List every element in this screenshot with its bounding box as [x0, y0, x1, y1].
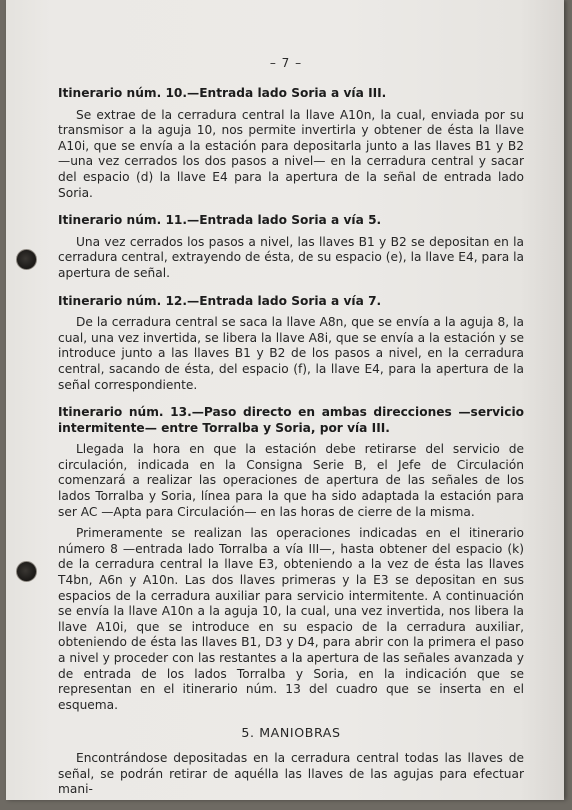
section-title-maniobras: 5. MANIOBRAS [241, 725, 341, 741]
document-body [58, 86, 524, 810]
itinerary-12 [58, 294, 524, 394]
section-heading: Itinerario núm. 11.—Entrada lado Soria a vía 5. [58, 213, 382, 228]
paragraph: Una vez cerrados los pasos a nivel, las llaves B1 y B2 se depositan en la cerradura central, extrayendo de ésta, de su espacio (e), la llave E4, para la apertura de señal. [58, 234, 524, 280]
section-heading: Itinerario núm. 10.—Entrada lado Soria a vía III. [58, 86, 387, 100]
itinerary-11 [58, 213, 524, 281]
paragraph: Primeramente se realizan las operaciones indicadas en el itinerario número 8 —entrada lado Torralba a vía III—, hasta obtener del espacio (k) de la cerradura central la llave E3, obteniendo a la vez de ésta las llaves T4bn, A6n y A10n. Las dos llaves primeras y la E3 se depositan en sus espacios de la cerradura auxiliar para servicio intermitente. A continuación se envía la llave A10n a la aguja 10, la cual, una vez invertida, nos libera la llave A10i, que se introduce en su espacio de la cerradura auxiliar, obteniendo de ésta las llaves B1, D3 y D4, para abrir con la primera el paso a nivel y proceder con las restantes a la apertura de las señales avanzada y de entrada de los lados Torralba y Soria, en la indicación que se representan en el itinerario núm. 13 del cuadro que se inserta en el esquema. [58, 526, 524, 712]
paragraph: Encontrándose depositadas en la cerradura central todas las llaves de señal, se podrán retirar de aquélla las llaves de las agujas para efectuar mani- [58, 750, 524, 797]
paragraph: De la cerradura central se saca la llave A8n, que se envía a la aguja 8, la cual, una vez invertida, se libera la llave A8i, que se envía a la estación y se introduce junto a las llaves B1 y B2 de los pasos a nivel, en la cerradura central, sacando de ésta, del espacio (f), la llave E4, para la apertura de la señal correspondiente. [58, 315, 524, 392]
punch-hole [16, 249, 37, 270]
page-number: – 7 – [269, 56, 303, 70]
section-heading: Itinerario núm. 13.—Paso directo en ambas direcciones —servicio intermitente— entre Torralba y Soria, por vía III. [58, 405, 524, 435]
paragraph: Se extrae de la cerradura central la llave A10n, la cual, enviada por su transmisor a la aguja 10, nos permite invertirla y obtener de ésta la llave A10i, que se envía a la estación para depositarla junto a las llaves B1 y B2 —una vez cerrados los dos pasos a nivel— en la cerradura central y sacar del espacio (d) la llave E4 para la apertura de la señal de entrada lado Soria. [58, 107, 524, 200]
itinerary-10 [58, 86, 524, 201]
paragraph: Llegada la hora en que la estación debe retirarse del servicio de circulación, indicada en la Consigna Serie B, el Jefe de Circulación comenzará a realizar las operaciones de apertura de las señales de los lados Torralba y Soria, línea para la que ha sido adaptada la estación para ser AC —Apta para Circulación— en las horas de cierre de la misma. [58, 442, 524, 519]
punch-hole [16, 561, 37, 582]
section-heading: Itinerario núm. 12.—Entrada lado Soria a vía 7. [58, 293, 382, 308]
itinerary-13 [58, 405, 524, 713]
